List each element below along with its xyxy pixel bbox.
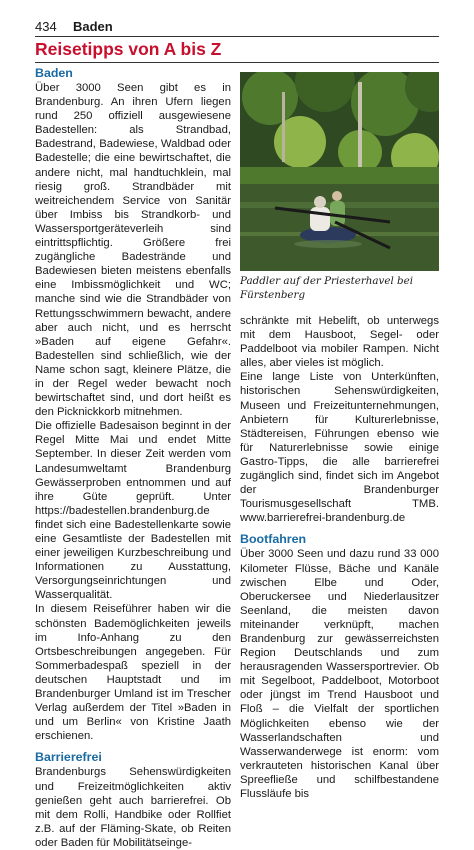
right-column [240,314,439,801]
paragraph: Eine lange Liste von Unterkünften, historischen Sehenswürdigkeiten, Museen und Freizeitunternehmungen, Anbietern für Kulturerlebnisse, Städtereisen, Führungen ebenso wie für Naturerlebnisse sowie einige Gastro-Tipps, die alle barrierefrei zugänglich sind, findet sich im Angebot der Brandenburger Tourismusgesellschaft TMB. www.barrierefrei-brandenburg.de [240,371,439,525]
paragraph: Über 3000 Seen und dazu rund 33 000 Kilometer Flüsse, Bäche und Kanäle zwischen Elbe und Oder, Oberuckersee und Niederlausitzer Seenland, die meisten davon miteinander verknüpft, machen Brandenburg zur gewässerreichsten Region Deutschlands und zum herausragenden Wassersportrevier. Ob mit Segelboot, Paddelboot, Motorboot oder jüngst im Trend Hausboot und Floß – die Vielfalt der sportlichen Möglichkeiten ebenso wie der Wasserlandschaften und Wasserwanderwege ist enorm: vom verkrauteten historischen Kanal über Spreefließe und schilfbestandene Flussläufe bis [240,548,439,800]
paragraph: schränkte mit Hebelift, ob unterwegs mit dem Hausboot, Segel- oder Paddelboot via mobiler Rampen. Nicht alles, aber vieles ist möglich. [240,315,439,370]
page-title: Reisetipps von A bis Z [35,39,222,59]
paragraph: In diesem Reiseführer haben wir die schönsten Bademöglichkeiten jeweils im Info-Anhang zu den Ortsbeschreibungen angegeben. Für Sommerbadespaß speziell in der deutschen Hauptstadt und im Brandenburger Umland ist im Trescher Verlag außerdem der Titel »Baden in und um Berlin« von Kristine Jaath erschienen. [35,603,231,743]
left-column [35,66,231,850]
heading-barrierefrei: Barrierefrei [35,750,102,765]
heading-baden: Baden [35,66,73,80]
paragraph: Die offizielle Badesaison beginnt in der Regel Mitte Mai und endet Mitte September. In dieser Zeit werden vom Landesumweltamt Brandenburg Gewässerproben entnommen und auf ihre Güte geprüft. Unter https://badestellen.brandenburg.de findet sich eine Badestellenkarte sowie eine Gesamtliste der Badestellen mit einer jeweiligen Kurzbeschreibung und Informationen zu Ausstattung, Versorgungseinrichtungen und Wasserqualität. [35,420,231,602]
photo-caption: Paddler auf der Priesterhavel bei Fürstenberg [240,275,414,301]
kayak-photo [240,72,439,271]
heading-bootfahren: Bootfahren [240,532,307,547]
running-head [35,18,439,37]
running-head-section: Baden [73,19,113,34]
page-number: 434 [35,19,57,34]
title-rule [35,62,439,63]
kayak-photo-illustration [240,72,439,271]
paragraph: Brandenburgs Sehenswürdigkeiten und Freizeitmöglichkeiten aktiv genießen geht auch barrierefrei. Ob mit dem Rolli, Handbike oder Rollfiet z.B. auf der Fläming-Skate, ob Reiten oder Baden für Mobilitätseinge- [35,766,231,849]
paragraph: Über 3000 Seen gibt es in Brandenburg. An ihren Ufern liegen rund 250 offiziell ausgewiesene Badestellen: als Strandbad, Badestrand, Badewiese, Waldbad oder Badestelle; die eine bewirtschaftet, die andere nicht, mal handtuchklein, mal riesig groß. Strandbäder mit weitreichendem Service von Sanitär über Imbiss bis Strandkorb- und Wassersportgeräteverleih sind eintrittspflichtig. Größere frei zugängliche Badestrände und Badewiesen bieten meistens ebenfalls eine Imbissmöglichkeit und WC; manche sind wie die Strandbäder von Rettungsschwimmern bewacht, andere aber auch nicht, und es herrscht »Baden auf eigene Gefahr«. Badestellen sind schließlich, wie der Name schon sagt, kleinere Plätze, die in der Regel weder bewacht noch bewirtschaftet sind, und dort heißt es den Picknickkorb mitnehmen. [35,82,231,419]
